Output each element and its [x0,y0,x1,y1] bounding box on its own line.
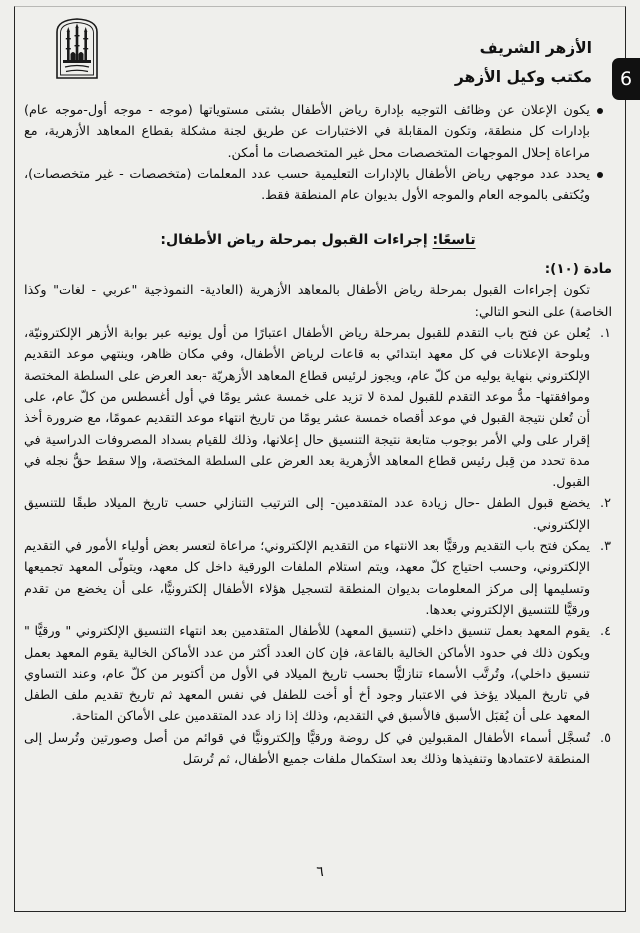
bullet-text: يكون الإعلان عن وظائف التوجيه بإدارة رياض الأطفال بشتى مستوياتها (موجه - موجه أول-موجه عام) بإدارات كل منطقة، وتكون المقابلة في الاختبارات عن طريق لجنة مشكلة بقطاع المعاهد الأزهرية، مع مراعاة إحلال الموجهات المتخصصات محل غير المتخصصات ما أمكن. [24,103,590,161]
bullet-item [24,164,612,207]
numbered-list [24,323,612,770]
list-item-text: يقوم المعهد بعمل تنسيق داخلي (تنسيق المعهد) للأطفال المتقدمين بعد انتهاء التنسيق الإلكتروني " ورقيًّا " ويكون ذلك في حدود الأماكن الخالية بالقاعة، فإن كان العدد أكثر من عدد الأماكن الخالية يقوم المعهد بعمل تنسيق داخلي)، وتُرتَّب الأسماء تنازليًّا بحسب تاريخ الميلاد في الأول من أكتوبر من كلّ عام، وعند التساوي في تاريخ الميلاد يؤخذ في الاعتبار وجود أخ أو أخت للطفل في نفس المعهد ثم تاريخ تقديم ملف الطفل المعهد على أن يُقبَل الأسبق فالأسبق في التقديم، وذلك إذا زاد عدد المتقدمين على الأماكن المتاحة. [24,624,590,725]
list-item-number: ٥. [600,730,611,746]
page-number: ٦ [316,864,324,880]
bullet-text: يحدد عدد موجهي رياض الأطفال بالإدارات التعليمية حسب عدد المعلمات (متخصصات - غير متخصصات)، ويُكتفى بالموجه العام والموجه الأول بديوان عام المنطقة فقط. [24,166,590,204]
list-item-number: ٤. [600,624,611,640]
list-item-text: يمكن فتح باب التقديم ورقيًّا بعد الانتهاء من التقديم الإلكتروني؛ مراعاة لتعسر بعض أولياء الأمور في التقديم الإلكتروني، وحسب احتياج كلّ معهد، ويتم استلام الملفات الورقية داخل كل معهد، ويتولّى المعهد تجميعها وتسليمها إلى مركز المعلومات بديوان المنطقة لتسجيل هؤلاء الأطفال إلكترونيًّا، على أن يخضع من تقدم ورقيًّا للتنسيق الإلكتروني بعدها. [24,539,590,618]
list-item-text: يخضع قبول الطفل -حال زيادة عدد المتقدمين- إلى الترتيب التنازلي حسب تاريخ الميلاد طبقًا للتنسيق الإلكتروني. [24,496,590,533]
section-heading [24,228,612,252]
list-item-text: يُعلن عن فتح باب التقدم للقبول بمرحلة رياض الأطفال اعتبارًا من أول يونيه عبر بوابة الأزهر الإلكترونيّة، وبلوحة الإعلانات في كل معهد ابتدائي به قاعات لرياض الأطفال، وفي مكان ظاهر، وينتهي موعد التقديم الإلكتروني بنهاية يوليه من كلّ عام، ويجوز لرئيس قطاع المعاهد الأزهريّة -بعد العرض على السلطة المختصة وموافقتها- مدُّ موعد التقدم للقبول لمدة لا تزيد على خمسة عشر يومًا في أول أغسطس من كلّ عام، على أن تُعلن نتيجة القبول في موعد أقصاه خمسة عشر يومًا من تاريخ انتهاء موعد التقديم عمومًا، مع ضرورة أخذ إقرار على ولي الأمر بوجوب متابعة نتيجة التنسيق حال إعلانها، وذلك للقيام بسداد المصروفات الدراسية في مدة تحدد من قِبل رئيس قطاع المعاهد الأزهرية بعد العرض على السلطة المختصة، وإلا سقط حقُّ نجله في القبول. [24,326,590,491]
list-item-number: ١. [600,326,611,342]
section-title: إجراءات القبول بمرحلة رياض الأطفال: [160,232,428,249]
list-item-number: ٣. [600,539,611,555]
bullet-icon [597,108,603,114]
list-item [24,323,612,493]
al-azhar-logo-graphic [52,16,102,82]
page-tab: 6 [612,58,640,100]
list-item-number: ٢. [600,496,611,512]
list-item [24,536,612,621]
office-name: مكتب وكيل الأزهر [454,68,592,86]
bullet-list [24,100,612,206]
article-intro: تكون إجراءات القبول بمرحلة رياض الأطفال بالمعاهد الأزهرية (العادية- النموذجية "عربي - لغات" وكذا الخاصة) على النحو التالي: [24,283,612,320]
bullet-icon [597,172,603,178]
list-item [24,621,612,727]
article-title: مادة (١٠): [544,261,612,278]
al-azhar-logo-icon [52,16,102,82]
list-item [24,728,612,771]
list-item [24,493,612,536]
bullet-item [24,100,612,164]
letterhead [332,34,592,92]
section-number: تاسعًا: [432,232,476,249]
document-body [24,100,612,858]
list-item-text: تُسجَّل أسماء الأطفال المقبولين في كل روضة ورقيًّا وإلكترونيًّا في قوائم من أصل وصورتين وتُرسل إلى المنطقة لاعتمادها وتنفيذها وذلك بعد استكمال ملفات جميع الأطفال، ثم تُرسَل [24,730,590,768]
institution-name: الأزهر الشريف [479,39,592,57]
